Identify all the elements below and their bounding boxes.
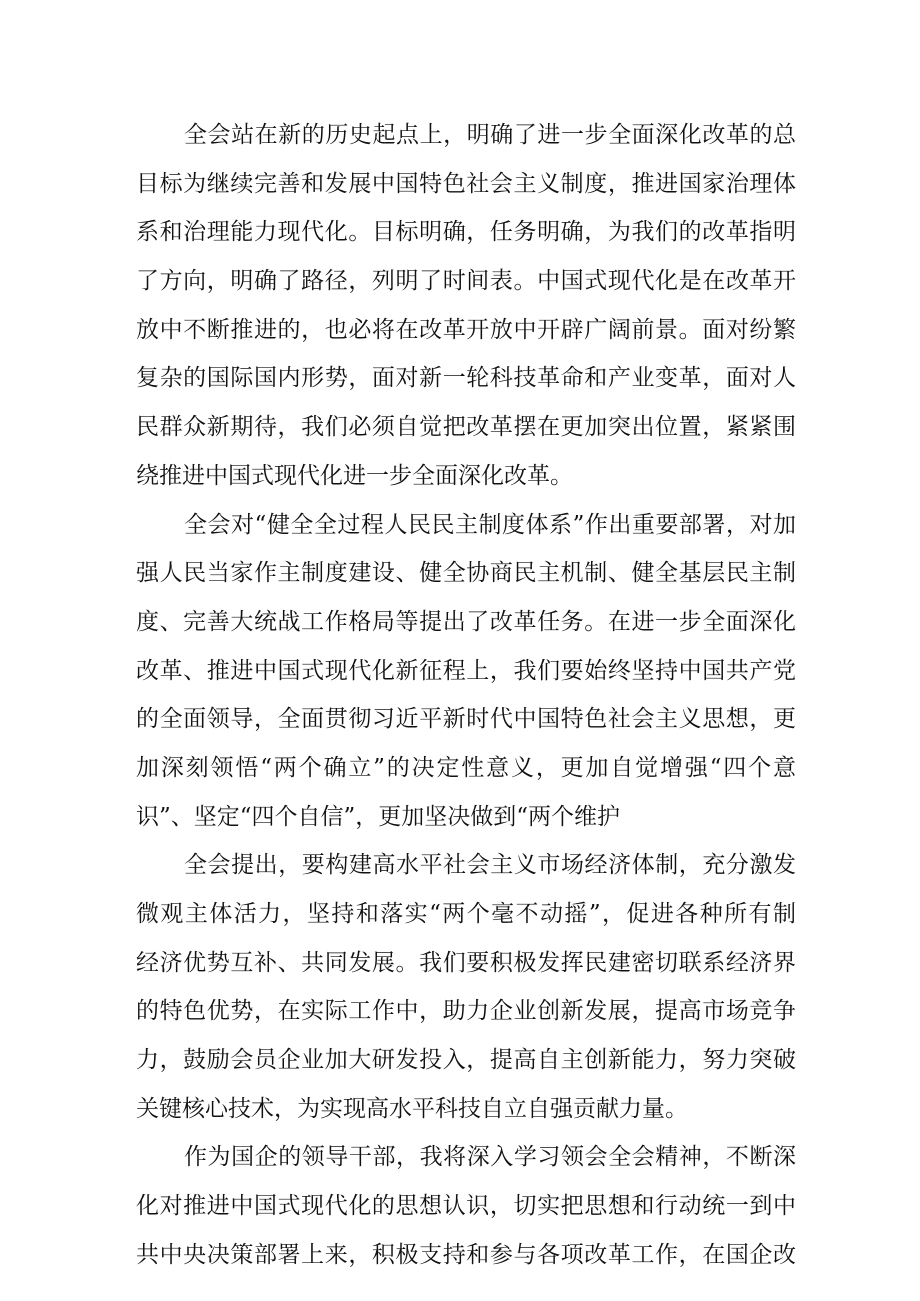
document-body [136, 111, 796, 1280]
paragraph [136, 111, 796, 501]
text-line: 力，鼓励会员企业加大研发投入，提高自主创新能力，努力突破 [136, 1047, 796, 1074]
text-line: 微观主体活力，坚持和落实“两个毫不动摇”，促进各种所有制 [136, 901, 796, 927]
text-line: 放中不断推进的，也必将在改革开放中开辟广阔前景。面对纷繁 [136, 316, 796, 343]
text-line: 全会对“健全全过程人民民主制度体系”作出重要部署，对加 [184, 511, 796, 538]
text-line: 共中央决策部署上来，积极支持和参与各项改革工作，在国企改 [136, 1241, 796, 1268]
text-line: 的全面领导，全面贯彻习近平新时代中国特色社会主义思想，更 [136, 706, 796, 733]
text-line: 强人民当家作主制度建设、健全协商民主机制、健全基层民主制 [136, 560, 796, 587]
text-line: 系和治理能力现代化。目标明确，任务明确，为我们的改革指明 [136, 219, 796, 246]
text-line: 复杂的国际国内形势，面对新一轮科技革命和产业变革，面对人 [136, 365, 796, 392]
text-line: 全会提出，要构建高水平社会主义市场经济体制，充分激发 [184, 852, 796, 879]
paragraph [136, 1133, 796, 1279]
text-line: 加深刻领悟“两个确立”的决定性意义，更加自觉增强“四个意 [136, 754, 796, 781]
text-line: 改革、推进中国式现代化新征程上，我们要始终坚持中国共产党 [136, 657, 796, 684]
paragraph [136, 501, 796, 842]
text-line: 目标为继续完善和发展中国特色社会主义制度，推进国家治理体 [136, 170, 796, 197]
text-line: 的特色优势，在实际工作中，助力企业创新发展，提高市场竞争 [136, 998, 796, 1025]
text-line: 民群众新期待，我们必须自觉把改革摆在更加突出位置，紧紧围 [136, 414, 796, 441]
text-line: 度、完善大统战工作格局等提出了改革任务。在进一步全面深化 [136, 608, 796, 635]
text-line: 了方向，明确了路径，列明了时间表。中国式现代化是在改革开 [136, 268, 796, 295]
text-line: 绕推进中国式现代化进一步全面深化改革。 [136, 462, 573, 489]
text-line: 关键核心技术，为实现高水平科技自立自强贡献力量。 [136, 1095, 688, 1122]
text-line: 识”、坚定“四个自信”，更加坚决做到“两个维护 [136, 803, 621, 830]
text-line: 经济优势互补、共同发展。我们要积极发挥民建密切联系经济界 [136, 949, 796, 976]
paragraph [136, 841, 796, 1133]
text-line: 全会站在新的历史起点上，明确了进一步全面深化改革的总 [184, 122, 796, 148]
text-line: 化对推进中国式现代化的思想认识，切实把思想和行动统一到中 [136, 1193, 796, 1220]
text-line: 作为国企的领导干部，我将深入学习领会全会精神，不断深 [184, 1144, 796, 1171]
